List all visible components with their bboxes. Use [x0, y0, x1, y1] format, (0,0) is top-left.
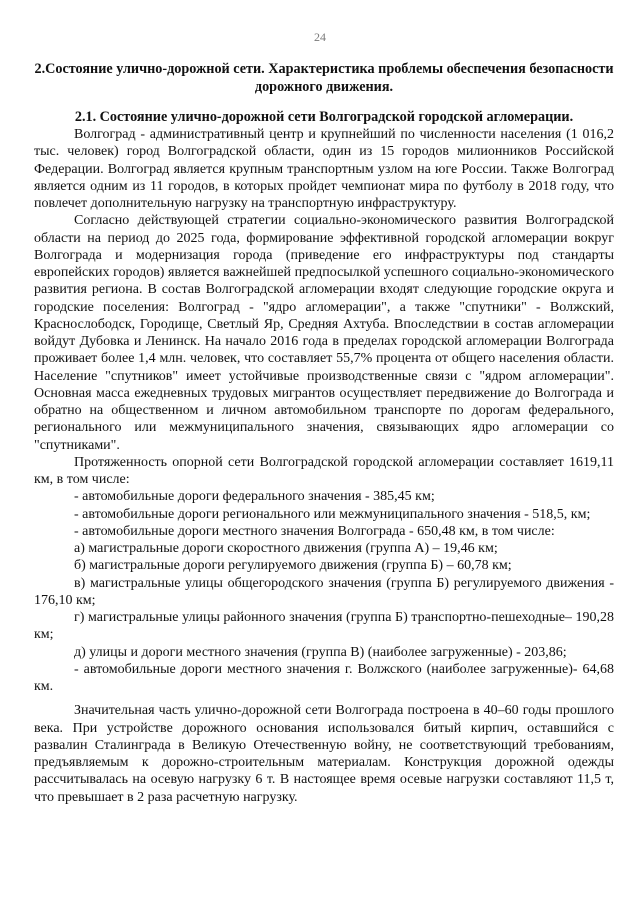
- list-item: д) улицы и дороги местного значения (группа В) (наиболее загруженные) - 203,86;: [74, 644, 567, 660]
- list-item: - автомобильные дороги местного значения г. Волжского (наиболее загруженные)- 64,68 км.: [34, 661, 614, 694]
- paragraph-strategy: Согласно действующей стратегии социально-экономического развития Волгоградской области на период до 2025 года, формирование эффективной городской агломерации вокруг Волгограда и модернизация города (приведение его инфраструктуры под стандарты европейских городов) является важнейшей предпосылкой успешного социально-экономического развития региона. В состав Волгоградской агломерации входят следующие городские округа и городские поселения: Волгоград - "ядро агломерации", а также "спутники" - Волжский, Краснослободск, Городище, Светлый Яр, Средняя Ахтуба. Впоследствии в состав агломерации войдут Дубовка и Ленинск. На начало 2016 года в пределах городской агломерации Волгограда проживает более 1,4 млн. человек, что составляет 55,7% процента от общего населения области. Население "спутников" имеет устойчивые производственные связи с "ядром агломерации". Основная масса ежедневных трудовых мигрантов осуществляет передвижение до Волгограда и обратно на общественном и личном автомобильном транспорте по дорогам федерального, регионального или межмуниципального значения, связывающих ядро агломерации со "спутниками".: [34, 213, 614, 453]
- list-item: - автомобильные дороги регионального или межмуниципального значения - 518,5, км;: [74, 506, 591, 522]
- list-item: б) магистральные дороги регулируемого движения (группа Б) – 60,78 км;: [74, 558, 512, 574]
- paragraph-closing: Значительная часть улично-дорожной сети Волгограда построена в 40–60 годы прошлого века. При устройстве дорожного основания использовался битый кирпич, оставшийся с развалин Сталинграда в Великую Отечественную войну, не соответствующий требованиям, предъявляемым к дорожно-строительным материалам. Конструкция дорожной одежды рассчитывалась на осевую нагрузку 6 т. В настоящее время осевые нагрузки составляют 11,5 т, что превышает в 2 раза расчетную нагрузку.: [34, 703, 614, 805]
- list-item: г) магистральные улицы районного значения (группа Б) транспортно-пешеходные– 190,28 км;: [34, 610, 614, 643]
- subsection-title: 2.1. Состояние улично-дорожной сети Волгоградской городской агломерации.: [74, 109, 574, 125]
- paragraph-intro: Волгоград - административный центр и крупнейший по численности населения (1 016,2 тыс. человек) город Волгоградской области, один из 15 городов милионников Российской Федерации. Волгоград является крупным транспортным узлом на юге России. Также Волгоград является одним из 11 городов, в которых пройдет чемпионат мира по футболу в 2018 году, что повлечет дополнительную нагрузку на транспортную инфраструктуру.: [34, 127, 614, 211]
- list-item: а) магистральные дороги скоростного движения (группа А) – 19,46 км;: [74, 541, 498, 556]
- list-item: - автомобильные дороги федерального значения - 385,45 км;: [74, 489, 435, 505]
- section-title: 2.Состояние улично-дорожной сети. Характеристика проблемы обеспечения безопасности дорожного движения.: [34, 61, 614, 95]
- list-item: в) магистральные улицы общегородского значения (группа Б) регулируемого движения - 176,10 км;: [34, 575, 614, 608]
- list-item: - автомобильные дороги местного значения Волгограда - 650,48 км, в том числе:: [74, 523, 555, 539]
- page-content: [34, 60, 614, 806]
- paragraph-network-length: Протяженность опорной сети Волгоградской городской агломерации составляет 1619,11 км, в том числе:: [34, 454, 614, 487]
- page-number: 24: [314, 30, 326, 44]
